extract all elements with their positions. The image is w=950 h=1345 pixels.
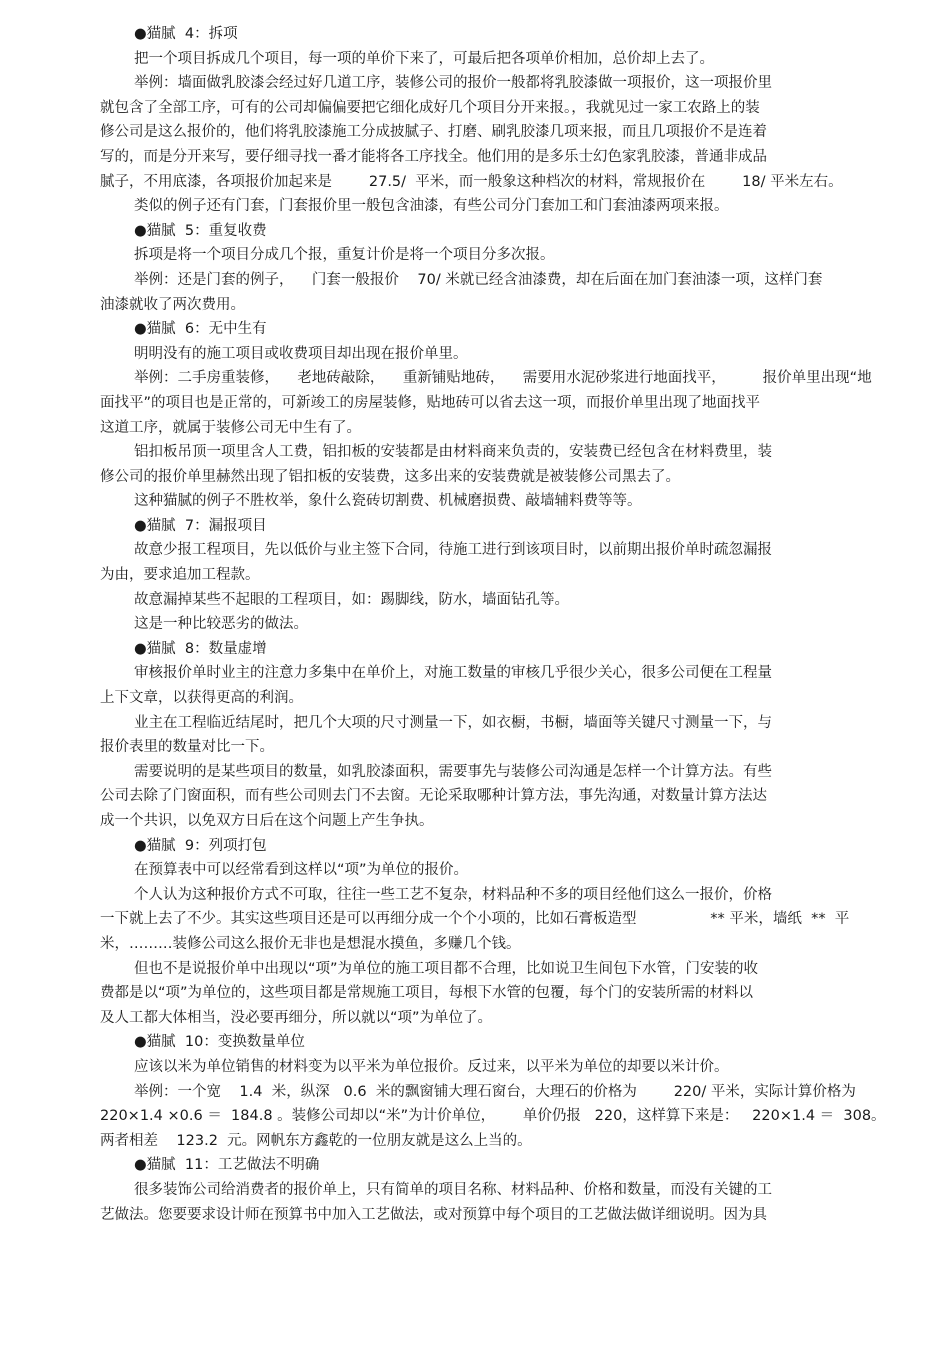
paragraph-line: 成一个共识，以免双方日后在这个问题上产生争执。: [100, 813, 434, 829]
paragraph-line: 但也不是说报价单中出现以“项”为单位的施工项目都不合理，比如说卫生间包下水管，门安装的收: [134, 960, 759, 977]
paragraph-line: 应该以米为单位销售的材料变为以平米为单位报价。反过来，以平米为单位的却要以米计价。: [134, 1058, 729, 1075]
paragraph-line: 举例：一个宽 1.4 米，纵深 0.6 米的飘窗铺大理石窗台，大理石的价格为 220/ 平米，实际计算价格为: [134, 1083, 856, 1100]
paragraph-line: 业主在工程临近结尾时，把几个大项的尺寸测量一下，如衣橱，书橱，墙面等关键尺寸测量一下，与: [134, 714, 772, 731]
paragraph-line: 写的，而是分开来写，要仔细寻找一番才能将各工序找全。他们用的是多乐士幻色家乳胶漆，普通非成品: [100, 148, 767, 165]
paragraph-line: 油漆就收了两次费用。: [100, 296, 245, 313]
paragraph-line: 这种猫腻的例子不胜枚举，象什么瓷砖切割费、机械磨损费、敲墙辅料费等等。: [134, 493, 642, 510]
paragraph-line: 米，………装修公司这么报价无非也是想混水摸鱼，多赚几个钱。: [100, 935, 521, 952]
paragraph-line: 这是一种比较恶劣的做法。: [134, 616, 308, 633]
section-heading: ●猫腻 8：数量虚增: [134, 640, 267, 657]
paragraph-line: 两者相差 123.2 元。网帆东方鑫乾的一位朋友就是这么上当的。: [100, 1132, 532, 1149]
paragraph-line: 明明没有的施工项目或收费项目却出现在报价单里。: [134, 345, 468, 362]
paragraph-line: 举例：二手房重装修， 老地砖敲除， 重新铺贴地砖， 需要用水泥砂浆进行地面找平， 报价单里出现“地: [134, 370, 872, 387]
paragraph-line: 个人认为这种报价方式不可取，往往一些工艺不复杂，材料品种不多的项目经他们这么一报价，价格: [134, 886, 772, 903]
document-page: [0, 22, 950, 1227]
section-heading: ●猫腻 4：拆项: [134, 26, 238, 42]
paragraph-line: 费都是以“项”为单位的，这些项目都是常规施工项目，每根下水管的包覆，每个门的安装所需的材料以: [100, 985, 754, 1002]
section-heading: ●猫腻 6：无中生有: [134, 321, 267, 338]
paragraph-line: 铝扣板吊顶一项里含人工费，铝扣板的安装都是由材料商来负责的，安装费已经包含在材料费里，装: [134, 444, 772, 461]
paragraph-line: 220×1.4 ×0.6 ＝ 184.8 。装修公司却以“米”为计价单位， 单价仍报 220，这样算下来是： 220×1.4 ＝ 308。: [100, 1108, 886, 1125]
paragraph-line: 上下文章，以获得更高的利润。: [100, 690, 303, 707]
paragraph-line: 把一个项目拆成几个项目，每一项的单价下来了，可最后把各项单价相加，总价却上去了。: [134, 50, 714, 67]
paragraph-line: 在预算表中可以经常看到这样以“项”为单位的报价。: [134, 862, 469, 879]
section-heading: ●猫腻 10：变换数量单位: [134, 1034, 305, 1051]
paragraph-line: 就包含了全部工序，可有的公司却偏偏要把它细化成好几个项目分开来报。，我就见过一家工农路上的装: [100, 99, 760, 116]
paragraph-line: 举例：还是门套的例子， 门套一般报价 70/ 米就已经含油漆费，却在后面在加门套油漆一项，这样门套: [134, 271, 823, 288]
paragraph-line: 很多装饰公司给消费者的报价单上，只有简单的项目名称、材料品种、价格和数量，而没有关键的工: [134, 1181, 772, 1198]
paragraph-line: 举例：墙面做乳胶漆会经过好几道工序，装修公司的报价一般都将乳胶漆做一项报价，这一项报价里: [134, 75, 772, 92]
paragraph-line: 故意少报工程项目，先以低价与业主签下合同，待施工进行到该项目时，以前期出报价单时疏忽漏报: [134, 542, 772, 559]
paragraph-line: 公司去除了门窗面积，而有些公司则去门不去窗。无论采取哪种计算方法，事先沟通，对数量计算方法达: [100, 788, 767, 805]
paragraph-line: 类似的例子还有门套，门套报价里一般包含油漆，有些公司分门套加工和门套油漆两项来报。: [134, 198, 729, 215]
section-heading: ●猫腻 7：漏报项目: [134, 517, 267, 534]
paragraph-line: 报价表里的数量对比一下。: [100, 739, 274, 756]
section-heading: ●猫腻 5：重复收费: [134, 222, 267, 239]
paragraph-line: 为由，要求追加工程款。: [100, 567, 260, 584]
paragraph-line: 故意漏掉某些不起眼的工程项目，如：踢脚线，防水，墙面钻孔等。: [134, 591, 569, 608]
section-heading: ●猫腻 11：工艺做法不明确: [134, 1157, 320, 1174]
paragraph-line: 艺做法。您要要求设计师在预算书中加入工艺做法，或对预算中每个项目的工艺做法做详细说明。因为具: [100, 1206, 767, 1223]
section-heading: ●猫腻 9：列项打包: [134, 837, 267, 854]
paragraph-line: 一下就上去了不少。其实这些项目还是可以再细分成一个个小项的，比如石膏板造型 ** 平米，墙纸 ** 平: [100, 911, 850, 928]
paragraph-line: 审核报价单时业主的注意力多集中在单价上，对施工数量的审核几乎很少关心，很多公司便在工程量: [134, 665, 772, 682]
paragraph-line: 这道工序，就属于装修公司无中生有了。: [100, 419, 361, 436]
paragraph-line: 拆项是将一个项目分成几个报，重复计价是将一个项目分多次报。: [134, 247, 555, 264]
paragraph-line: 及人工都大体相当，没必要再细分，所以就以“项”为单位了。: [100, 1009, 493, 1026]
paragraph-line: 修公司的报价单里赫然出现了铝扣板的安装费，这多出来的安装费就是被装修公司黑去了。: [100, 468, 680, 485]
paragraph-line: 需要说明的是某些项目的数量，如乳胶漆面积，需要事先与装修公司沟通是怎样一个计算方法。有些: [134, 763, 772, 780]
paragraph-line: 腻子，不用底漆，各项报价加起来是 27.5/ 平米，而一般象这种档次的材料，常规报价在 18/ 平米左右。: [100, 173, 843, 190]
paragraph-line: 修公司是这么报价的，他们将乳胶漆施工分成披腻子、打磨、刷乳胶漆几项来报，而且几项报价不是连着: [100, 124, 767, 141]
paragraph-line: 面找平”的项目也是正常的，可新竣工的房屋装修，贴地砖可以省去这一项，而报价单里出现了地面找平: [100, 394, 761, 411]
